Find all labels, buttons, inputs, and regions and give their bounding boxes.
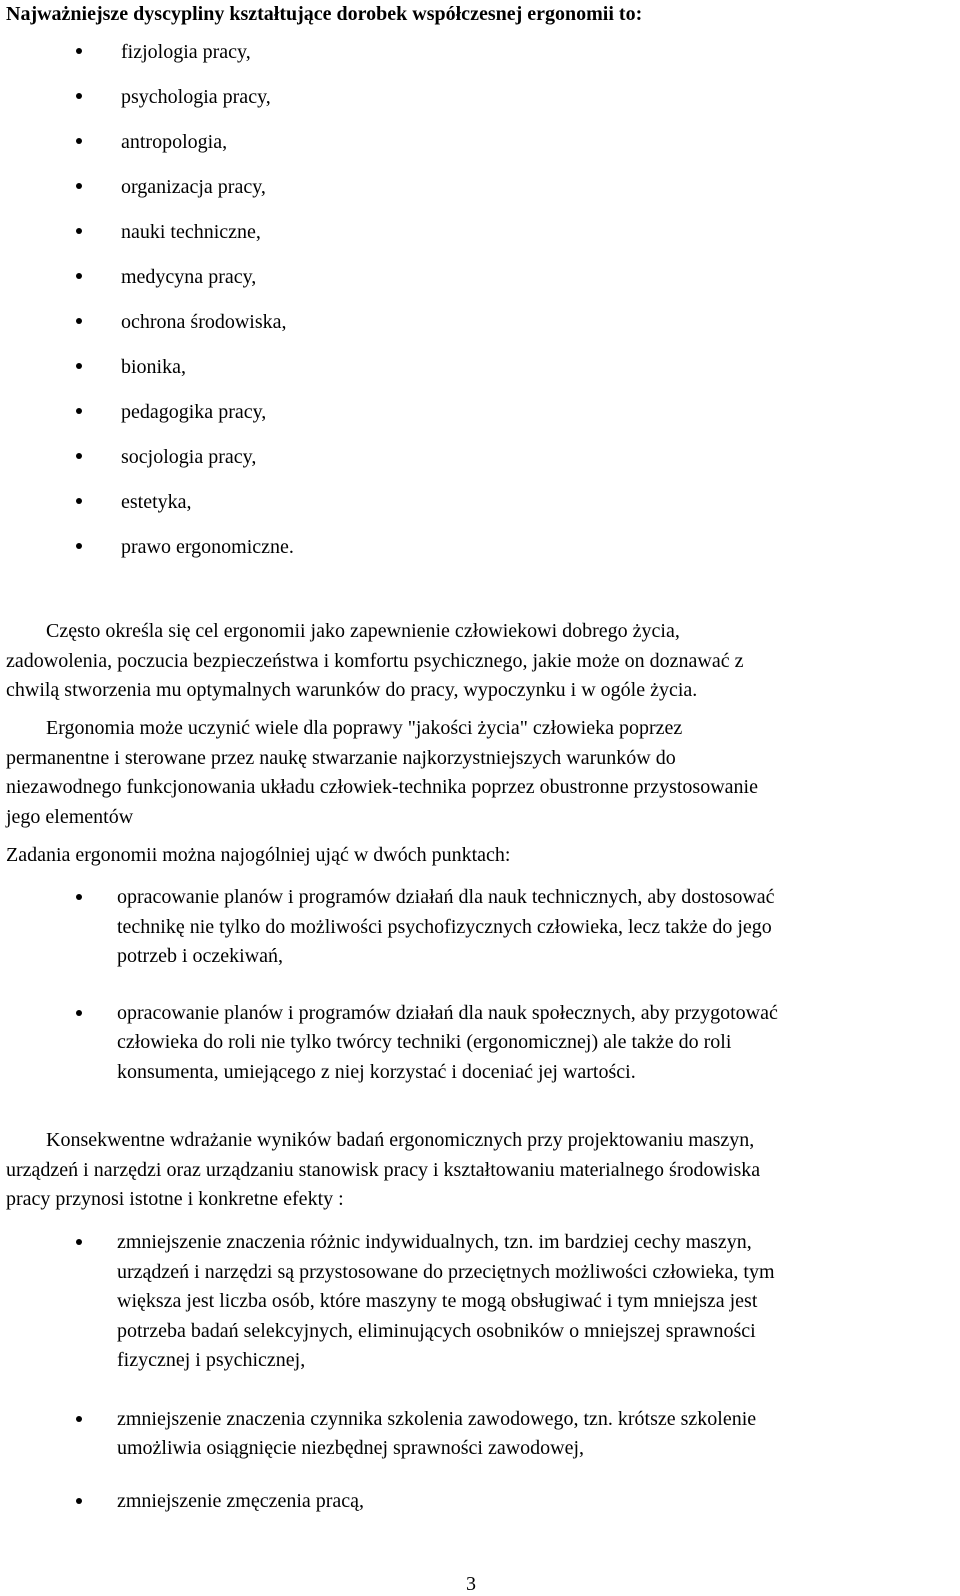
bullet-icon: [76, 228, 82, 234]
list-item-text: nauki techniczne,: [121, 221, 261, 243]
paragraph-line: permanentne i sterowane przez naukę stwarzanie najkorzystniejszych warunków do: [6, 746, 676, 769]
list-item-line: większa jest liczba osób, które maszyny te mogą obsługiwać i tym mniejsza jest: [117, 1290, 758, 1312]
list-item: [0, 1405, 775, 1464]
paragraph-line: chwilą stworzenia mu optymalnych warunków do pracy, wypoczynku i w ogóle życia.: [6, 679, 698, 701]
list-item: [0, 1228, 775, 1376]
list-item-text: socjologia pracy,: [121, 446, 257, 468]
bullet-icon: [76, 273, 82, 279]
paragraph-line: Zadania ergonomii można najogólniej ująć w dwóch punktach:: [6, 844, 511, 866]
list-item-line: zmniejszenie zmęczenia pracą,: [117, 1489, 365, 1512]
list-item-line: opracowanie planów i programów działań dla nauk społecznych, aby przygotować: [117, 1001, 778, 1024]
paragraph-line: jego elementów: [6, 805, 134, 828]
bullet-icon: [76, 183, 82, 189]
bullet-icon: [76, 48, 82, 54]
paragraph-line: niezawodnego funkcjonowania układu człowiek-technika poprzez obustronne przystosowanie: [6, 776, 758, 798]
page-number: 3: [466, 1573, 476, 1595]
paragraph-effects-intro: [6, 1126, 946, 1215]
list-item-text: medycyna pracy,: [121, 266, 257, 288]
list-item-text: prawo ergonomiczne.: [121, 536, 294, 558]
list-item-line: zmniejszenie znaczenia różnic indywidualnych, tzn. im bardziej cechy maszyn,: [117, 1231, 752, 1253]
bullet-icon: [76, 1498, 82, 1504]
paragraph-line: Konsekwentne wdrażanie wyników badań ergonomicznych przy projektowaniu maszyn,: [6, 1129, 755, 1151]
list-item-text: pedagogika pracy,: [121, 401, 267, 423]
list-item-text: [117, 999, 778, 1088]
paragraph-quality-of-life: [6, 714, 946, 832]
bullet-icon: [76, 1010, 82, 1016]
bullet-icon: [76, 543, 82, 549]
list-item-text: estetyka,: [121, 491, 192, 513]
paragraph-line: zadowolenia, poczucia bezpieczeństwa i komfortu psychicznego, jakie może on doznawać z: [6, 649, 744, 672]
list-item-text: [117, 1228, 775, 1376]
list-item-line: potrzeba badań selekcyjnych, eliminujących osobników o mniejszej sprawności: [117, 1319, 756, 1342]
list-item-line: konsumenta, umiejącego z niej korzystać i doceniać jej wartości.: [117, 1060, 636, 1083]
list-item-text: ochrona środowiska,: [121, 311, 287, 333]
list-item: [0, 883, 778, 972]
list-item-text: [117, 1405, 775, 1464]
paragraph-line: pracy przynosi istotne i konkretne efekty :: [6, 1188, 344, 1210]
bullet-icon: [76, 93, 82, 99]
list-item-line: fizycznej i psychicznej,: [117, 1349, 306, 1371]
paragraph-line: Często określa się cel ergonomii jako zapewnienie człowiekowi dobrego życia,: [6, 620, 680, 642]
bullet-icon: [76, 453, 82, 459]
list-item: [0, 999, 778, 1088]
list-item-text: fizjologia pracy,: [121, 41, 251, 63]
effects-list: [0, 1228, 775, 1516]
bullet-icon: [76, 1239, 82, 1245]
paragraph-tasks-intro: [6, 841, 946, 871]
list-item-line: urządzeń i narzędzi są przystosowane do przeciętnych możliwości człowieka, tym: [117, 1260, 775, 1283]
list-item-text: antropologia,: [121, 131, 228, 153]
list-item-text: bionika,: [121, 356, 186, 378]
bullet-icon: [76, 1416, 82, 1422]
list-item-line: zmniejszenie znaczenia czynnika szkolenia zawodowego, tzn. krótsze szkolenie: [117, 1407, 757, 1430]
bullet-icon: [76, 894, 82, 900]
list-item-line: potrzeb i oczekiwań,: [117, 945, 284, 967]
tasks-list: [0, 883, 778, 1087]
list-item-text: [117, 883, 778, 972]
list-item-line: człowieka do roli nie tylko twórcy techniki (ergonomicznej) ale także do roli: [117, 1031, 732, 1053]
section-heading: Najważniejsze dyscypliny kształtujące dorobek współczesnej ergonomii to:: [6, 3, 643, 25]
paragraph-line: Ergonomia może uczynić wiele dla poprawy "jakości życia" człowieka poprzez: [6, 717, 683, 739]
list-item-line: technikę nie tylko do możliwości psychofizycznych człowieka, lecz także do jego: [117, 915, 772, 938]
list-item-line: opracowanie planów i programów działań dla nauk technicznych, aby dostosować: [117, 886, 775, 908]
bullet-icon: [76, 408, 82, 414]
list-item-text: [117, 1487, 775, 1517]
paragraph-line: urządzeń i narzędzi oraz urządzaniu stanowisk pracy i kształtowaniu materialnego środowiska: [6, 1158, 761, 1181]
bullet-icon: [76, 363, 82, 369]
list-item-text: psychologia pracy,: [121, 86, 271, 108]
list-item: [0, 1487, 775, 1517]
bullet-icon: [76, 498, 82, 504]
bullet-icon: [76, 318, 82, 324]
paragraph-goal: [6, 617, 946, 706]
list-item-line: umożliwia osiągnięcie niezbędnej sprawności zawodowej,: [117, 1437, 585, 1459]
bullet-icon: [76, 138, 82, 144]
list-item-text: organizacja pracy,: [121, 176, 266, 198]
